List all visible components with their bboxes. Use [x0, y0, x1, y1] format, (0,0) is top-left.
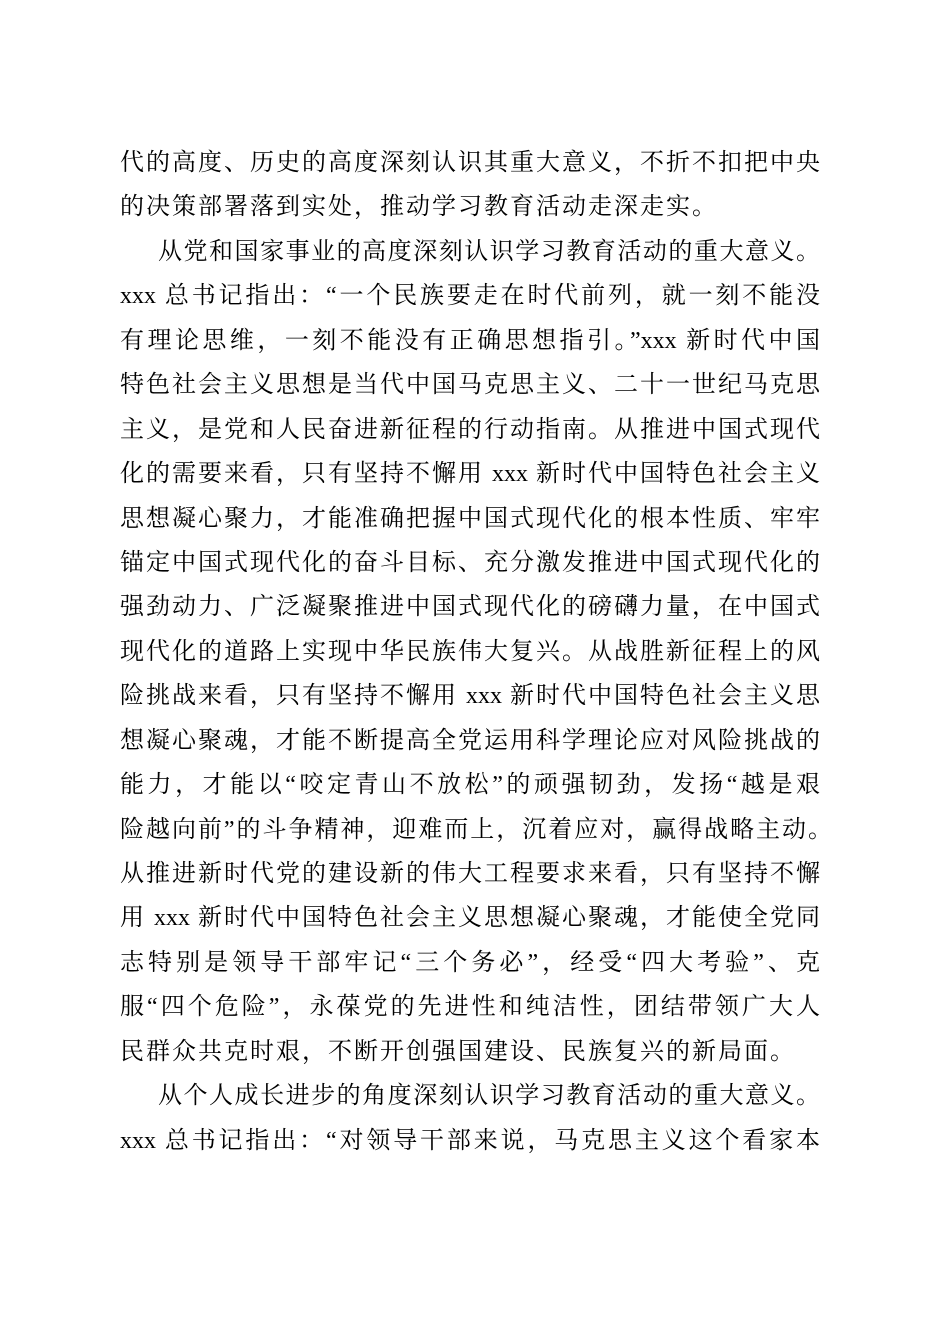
text-line: 代的高度、历史的高度深刻认识其重大意义，不折不扣把中央	[120, 150, 820, 176]
text-line: 现代化的道路上实现中华民族伟大复兴。从战胜新征程上的风	[120, 638, 820, 665]
text-line: 有理论思维，一刻不能没有正确思想指引。”xxx 新时代中国	[120, 327, 820, 354]
text-line: 民群众共克时艰，不断开创强国建设、民族复兴的新局面。	[120, 1038, 796, 1065]
paragraph-continued	[120, 141, 820, 230]
paragraph-personal-growth	[120, 1074, 820, 1163]
text-line: 用 xxx 新时代中国特色社会主义思想凝心聚魂，才能使全党同	[120, 905, 820, 932]
text-line: 服“四个危险”，永葆党的先进性和纯洁性，团结带领广大人	[120, 994, 820, 1021]
text-line: 从推进新时代党的建设新的伟大工程要求来看，只有坚持不懈	[120, 861, 820, 887]
text-line: 的决策部署落到实处，推动学习教育活动走深走实。	[120, 194, 718, 221]
text-line: 化的需要来看，只有坚持不懈用 xxx 新时代中国特色社会主义	[120, 461, 820, 488]
text-line: 想凝心聚魂，才能不断提高全党运用科学理论应对风险挑战的	[120, 727, 820, 754]
text-line: 从党和国家事业的高度深刻认识学习教育活动的重大意义。	[158, 238, 820, 265]
text-line: 能力，才能以“咬定青山不放松”的顽强韧劲，发扬“越是艰	[120, 772, 820, 799]
text-line: 险越向前”的斗争精神，迎难而上，沉着应对，赢得战略主动。	[120, 816, 832, 843]
text-line: 强劲动力、广泛凝聚推进中国式现代化的磅礴力量，在中国式	[120, 594, 820, 621]
text-line: 特色社会主义思想是当代中国马克思主义、二十一世纪马克思	[120, 372, 820, 399]
text-line: 思想凝心聚力，才能准确把握中国式现代化的根本性质、牢牢	[120, 505, 820, 532]
text-line: 从个人成长进步的角度深刻认识学习教育活动的重大意义。	[158, 1083, 820, 1110]
text-line: xxx 总书记指出：“一个民族要走在时代前列，就一刻不能没	[120, 283, 820, 310]
text-line: 主义，是党和人民奋进新征程的行动指南。从推进中国式现代	[120, 416, 820, 443]
text-line: xxx 总书记指出：“对领导干部来说，马克思主义这个看家本	[120, 1127, 820, 1154]
text-line: 锚定中国式现代化的奋斗目标、充分激发推进中国式现代化的	[120, 549, 820, 576]
text-line: 险挑战来看，只有坚持不懈用 xxx 新时代中国特色社会主义思	[120, 683, 820, 710]
document-body	[120, 141, 832, 1163]
paragraph-party-and-state	[120, 230, 832, 1074]
text-line: 志特别是领导干部牢记“三个务必”，经受“四大考验”、克	[120, 949, 820, 976]
